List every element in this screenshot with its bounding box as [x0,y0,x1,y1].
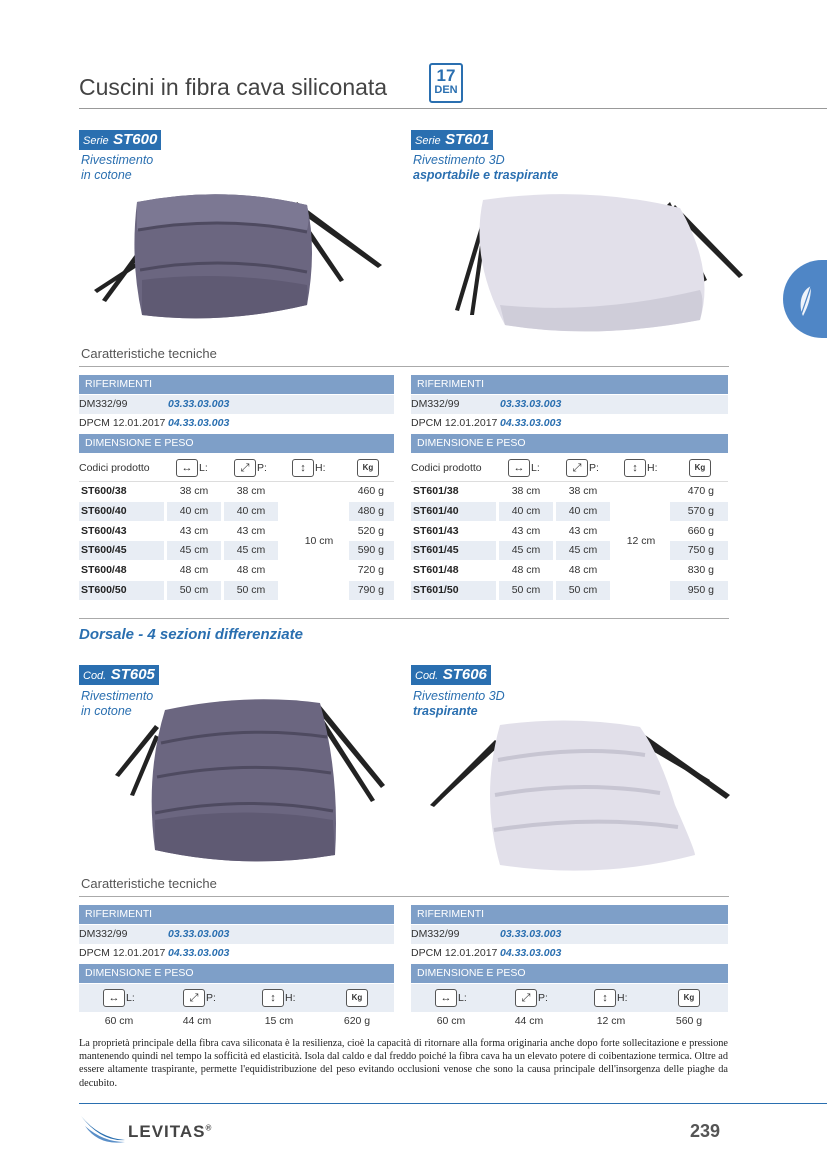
weight-icon: Kg [678,989,700,1007]
column-header-codici: Codici prodotto [411,462,482,474]
subtitle-line: Rivestimento 3D [413,153,505,167]
table-row [79,502,394,521]
ref-key: DM332/99 [411,398,460,410]
ref-value: 03.33.03.003 [500,928,562,940]
width-arrow-icon: ↔ [103,989,125,1007]
ref-key: DM332/99 [411,928,460,940]
table-row [411,561,728,580]
column-header-h: H: [315,462,326,475]
column-header-p: P: [206,992,216,1005]
cushion-image-st605 [95,695,400,870]
column-header-row [79,454,394,482]
table-body [79,482,394,600]
weight-cell: 570 g [670,502,728,521]
length-cell: 50 cm [167,581,221,600]
product-subtitle-st600 [81,153,153,183]
depth-cell: 45 cm [224,541,278,560]
page-number: 239 [690,1121,721,1141]
depth-cell: 48 cm [568,564,598,576]
column-header-p: P: [257,462,267,475]
ref-value: 03.33.03.003 [500,398,562,410]
ref-row-dm [79,925,394,944]
product-code: ST601/50 [411,581,496,600]
depth-cell: 44 cm [514,1015,544,1027]
serie-code: ST606 [442,666,487,683]
length-cell: 60 cm [436,1015,466,1027]
product-subtitle-st601 [413,153,558,183]
height-cell: 10 cm [304,535,334,547]
table-header-riferimenti: RIFERIMENTI [79,375,394,394]
column-header-p: P: [538,992,548,1005]
product-code: ST600/38 [81,485,127,497]
ref-row-dm [411,925,728,944]
ref-value: 04.33.03.003 [500,417,562,429]
serie-code: ST605 [110,666,155,683]
table-row [411,1012,728,1031]
product-code: ST601/48 [413,564,459,576]
ref-key: DPCM 12.01.2017 [79,947,166,959]
length-cell: 43 cm [179,525,209,537]
product-code: ST601/38 [413,485,459,497]
depth-arrow-icon: ⤢ [183,989,205,1007]
den-badge [429,63,463,103]
height-cell: 12 cm [626,535,656,547]
width-arrow-icon: ↔ [176,459,198,477]
length-cell: 43 cm [511,525,541,537]
ref-row-dpcm [411,944,728,963]
table-body [411,482,728,600]
subtitle-line: traspirante [413,704,478,718]
product-code: ST600/40 [79,502,164,521]
ref-value: 04.33.03.003 [168,417,230,429]
product-code: ST600/50 [79,581,164,600]
length-cell: 38 cm [511,485,541,497]
depth-cell: 50 cm [224,581,278,600]
spec-table-st600 [79,375,394,600]
feather-icon [783,260,827,338]
weight-cell: 720 g [357,564,384,576]
length-cell: 60 cm [104,1015,134,1027]
product-code: ST600/43 [81,525,127,537]
depth-cell: 50 cm [556,581,610,600]
table-header-dimensione: DIMENSIONE E PESO [411,434,728,453]
table-header-dimensione: DIMENSIONE E PESO [79,434,394,453]
weight-cell: 590 g [349,541,394,560]
height-arrow-icon: ↕ [594,989,616,1007]
height-arrow-icon: ↕ [292,459,314,477]
column-header-l: L: [126,992,135,1005]
column-header-l: L: [531,462,540,475]
ref-value: 04.33.03.003 [168,947,230,959]
column-header-row [411,454,728,482]
weight-cell: 520 g [357,525,384,537]
depth-arrow-icon: ⤢ [566,459,588,477]
table-row [79,522,394,541]
length-cell: 45 cm [167,541,221,560]
weight-cell: 480 g [349,502,394,521]
spec-table-st606 [411,905,728,1032]
weight-cell: 830 g [687,564,714,576]
serie-tag-st601 [411,130,493,150]
depth-cell: 45 cm [556,541,610,560]
serie-code: ST600 [113,131,158,148]
subtitle-line: Rivestimento [81,689,154,703]
table-row [79,561,394,580]
title-divider [79,108,827,109]
serie-prefix: Serie [415,135,441,147]
column-header-row [411,984,728,1012]
column-header-codici: Codici prodotto [79,462,150,474]
column-header-h: H: [617,992,628,1005]
weight-cell: 620 g [343,1015,371,1027]
ref-value: 03.33.03.003 [168,398,230,410]
cushion-image-st606 [420,715,750,880]
section-divider [79,618,729,619]
product-code: ST601/40 [411,502,496,521]
column-header-row [79,984,394,1012]
table-row [79,541,394,560]
column-header-l: L: [458,992,467,1005]
ref-key: DM332/99 [79,928,128,940]
column-header-h: H: [285,992,296,1005]
product-code: ST600/48 [81,564,127,576]
depth-arrow-icon: ⤢ [515,989,537,1007]
depth-cell: 38 cm [236,485,266,497]
column-header-h: H: [647,462,658,475]
spec-table-st601 [411,375,728,600]
brand-name [128,1122,212,1142]
table-row [411,482,728,501]
weight-cell: 750 g [670,541,728,560]
product-code: ST600/45 [79,541,164,560]
depth-cell: 44 cm [182,1015,212,1027]
weight-cell: 470 g [687,485,714,497]
ref-value: 03.33.03.003 [168,928,230,940]
length-cell: 38 cm [179,485,209,497]
dorsale-title: Dorsale - 4 sezioni differenziate [79,626,303,643]
description-paragraph: La proprietà principale della fibra cava siliconata è la resilienza, cioè la capacità di ritornare alla forma originaria anche dopo forte sollecitazione e pressione mantenendo quindi nel tempo la sofficità ed elasticità. Isola dal caldo e dal freddo poiché la fibra cava ha un elevato potere di coibentazione termica. Oltre ad essere altamente traspirante, permette l'equidistribuzione del peso evitando occlusioni venose che sono la causa principale dell'insorgenza delle piaghe da decubito. [79,1038,728,1089]
height-arrow-icon: ↕ [624,459,646,477]
weight-cell: 950 g [670,581,728,600]
depth-cell: 40 cm [556,502,610,521]
table-row [411,502,728,521]
ref-row-dpcm [79,944,394,963]
brand-text: LEVITAS [128,1122,206,1141]
subtitle-line: in cotone [81,704,132,718]
section-label-bottom: Caratteristiche tecniche [81,876,217,891]
section-label-top: Caratteristiche tecniche [81,346,217,361]
ref-row-dpcm [79,414,394,433]
product-code: ST601/43 [413,525,459,537]
ref-row-dm [411,395,728,414]
table-header-riferimenti: RIFERIMENTI [79,905,394,924]
serie-tag-st600 [79,130,161,150]
den-badge-text: DEN [434,84,458,96]
weight-cell: 460 g [357,485,384,497]
serie-code: ST601 [445,131,490,148]
spec-table-st605 [79,905,394,1032]
serie-prefix: Cod. [415,670,439,682]
table-header-dimensione: DIMENSIONE E PESO [79,964,394,983]
length-cell: 40 cm [499,502,553,521]
length-cell: 48 cm [179,564,209,576]
table-row [79,581,394,600]
footer-divider [79,1103,827,1104]
cushion-image-st601 [445,180,745,340]
registered-mark: ® [205,1123,213,1133]
depth-cell: 38 cm [568,485,598,497]
side-tab[interactable] [783,260,827,338]
table-row [79,1012,394,1031]
subtitle-line: in cotone [81,168,132,182]
ref-row-dm [79,395,394,414]
table-row [411,581,728,600]
height-value: 15 cm [264,1015,294,1027]
ref-value: 04.33.03.003 [500,947,562,959]
depth-cell: 43 cm [568,525,598,537]
section-divider [79,896,729,897]
height-arrow-icon: ↕ [262,989,284,1007]
ref-key: DPCM 12.01.2017 [79,417,166,429]
code-tag-st606 [411,665,491,685]
table-header-riferimenti: RIFERIMENTI [411,905,728,924]
width-arrow-icon: ↔ [508,459,530,477]
section-divider [79,366,729,367]
weight-cell: 790 g [349,581,394,600]
width-arrow-icon: ↔ [435,989,457,1007]
code-tag-st605 [79,665,159,685]
depth-cell: 43 cm [236,525,266,537]
column-header-l: L: [199,462,208,475]
ref-key: DPCM 12.01.2017 [411,947,498,959]
subtitle-line: asportabile e traspirante [413,168,559,182]
weight-cell: 560 g [675,1015,703,1027]
table-header-dimensione: DIMENSIONE E PESO [411,964,728,983]
table-row [411,541,728,560]
length-cell: 45 cm [499,541,553,560]
subtitle-line: Rivestimento [81,153,154,167]
weight-icon: Kg [689,459,711,477]
table-header-riferimenti: RIFERIMENTI [411,375,728,394]
length-cell: 40 cm [167,502,221,521]
levitas-logo-icon [79,1112,127,1144]
serie-prefix: Cod. [83,670,107,682]
depth-cell: 48 cm [236,564,266,576]
length-cell: 48 cm [511,564,541,576]
cushion-image-st600 [82,190,392,330]
ref-row-dpcm [411,414,728,433]
page-title: Cuscini in fibra cava siliconata [79,74,388,100]
column-header-p: P: [589,462,599,475]
ref-key: DM332/99 [79,398,128,410]
length-cell: 50 cm [499,581,553,600]
serie-prefix: Serie [83,135,109,147]
table-row [79,482,394,501]
weight-cell: 660 g [687,525,714,537]
table-row [411,522,728,541]
weight-icon: Kg [357,459,379,477]
subtitle-line: Rivestimento 3D [413,689,505,703]
product-code: ST601/45 [411,541,496,560]
depth-cell: 40 cm [224,502,278,521]
depth-arrow-icon: ⤢ [234,459,256,477]
weight-icon: Kg [346,989,368,1007]
ref-key: DPCM 12.01.2017 [411,417,498,429]
height-value: 12 cm [596,1015,626,1027]
den-badge-number: 17 [436,66,456,85]
